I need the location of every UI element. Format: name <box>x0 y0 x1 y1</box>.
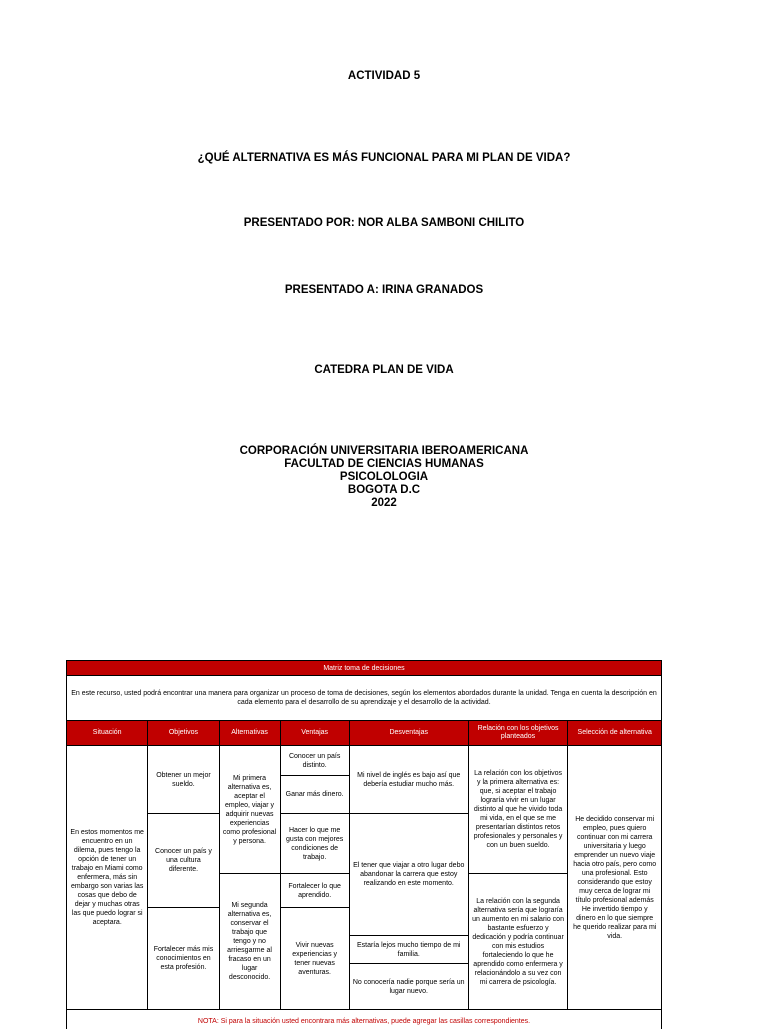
question-title: ¿QUÉ ALTERNATIVA ES MÁS FUNCIONAL PARA MI PLAN DE VIDA? <box>197 152 571 164</box>
objective-cell: Obtener un mejor sueldo. <box>148 746 219 814</box>
advantage-cell: Hacer lo que me gusta con mejores condiciones de trabajo. <box>280 814 349 874</box>
advantage-cell: Ganar más dinero. <box>280 776 349 814</box>
disadvantage-cell: Estaría lejos mucho tiempo de mi familia. <box>349 936 468 964</box>
institution-line: FACULTAD DE CIENCIAS HUMANAS <box>284 458 484 470</box>
disadvantage-cell: El tener que viajar a otro lugar debo abandonar la carrera que estoy realizando en este momento. <box>349 814 468 936</box>
relation-cell: La relación con la segunda alternativa sería que lograría un aumento en mi salario con bastante esfuerzo y dedicación y podría continuar con mis estudios fortaleciendo lo que he aprendido como enfermera y relacionándolo a su vez con mi carrera de psicología. <box>468 874 568 1010</box>
objective-cell: Fortalecer más mis conocimientos en esta profesión. <box>148 908 219 1010</box>
header-alternatives: Alternativas <box>219 721 280 746</box>
header-relation: Relación con los objetivos planteados <box>468 721 568 746</box>
objective-cell: Conocer un país y una cultura diferente. <box>148 814 219 908</box>
course-name: CATEDRA PLAN DE VIDA <box>314 364 454 376</box>
presented-by: PRESENTADO POR: NOR ALBA SAMBONI CHILITO <box>243 217 525 229</box>
institution-block <box>0 445 768 510</box>
alternative-cell: Mi segunda alternativa es, conservar el trabajo que tengo y no arriesgarme al fracaso en un lugar desconocido. <box>219 874 280 1010</box>
relation-cell: La relación con los objetivos y la primera alternativa es: que, si aceptar el trabajo lograría vivir en un lugar distinto al que he vivido toda mi vida, en el que se me presentarían distintos retos profesionales y personales y con un buen sueldo. <box>468 746 568 874</box>
situation-cell: En estos momentos me encuentro en un dilema, pues tengo la opción de tener un trabajo en Miami como enfermera, más sin embargo son varias las cosas que debo de dejar y muchas otras las que puedo lograr si aceptara. <box>67 746 148 1010</box>
header-objectives: Objetivos <box>148 721 219 746</box>
decision-matrix-table <box>66 660 662 1010</box>
header-selection: Selección de alternativa <box>568 721 662 746</box>
header-disadvantages: Desventajas <box>349 721 468 746</box>
institution-line: CORPORACIÓN UNIVERSITARIA IBEROAMERICANA <box>239 445 529 457</box>
presented-to: PRESENTADO A: IRINA GRANADOS <box>284 284 484 296</box>
header-advantages: Ventajas <box>280 721 349 746</box>
institution-line: 2022 <box>371 497 397 509</box>
matrix-note: NOTA: Si para la situación usted encontrara más alternativas, puede agregar las casillas correspondientes. <box>66 1009 662 1029</box>
activity-title: ACTIVIDAD 5 <box>347 70 421 82</box>
header-situation: Situación <box>67 721 148 746</box>
matrix-intro: En este recurso, usted podrá encontrar una manera para organizar un proceso de toma de decisiones, según los elementos abordados durante la unidad. Tenga en cuenta la descripción en cada elemento para el desarrollo de su aprendizaje y el desarrollo de la actividad. <box>67 676 662 721</box>
advantage-cell: Vivir nuevas experiencias y tener nuevas aventuras. <box>280 908 349 1010</box>
institution-line: BOGOTA D.C <box>347 484 421 496</box>
selection-cell: He decidido conservar mi empleo, pues quiero continuar con mi carrera universitaria y luego emprender un nuevo viaje hacia otro país, pero como una profesional. Esto considerando que estoy muy cerca de lograr mi título profesional además He invertido tiempo y dinero en lo que siempre he querido realizar para mi vida. <box>568 746 662 1010</box>
advantage-cell: Conocer un país distinto. <box>280 746 349 776</box>
institution-line: PSICOLOLOGIA <box>339 471 429 483</box>
disadvantage-cell: Mi nivel de inglés es bajo así que debería estudiar mucho más. <box>349 746 468 814</box>
matrix-title: Matriz toma de decisiones <box>67 661 662 676</box>
advantage-cell: Fortalecer lo que aprendido. <box>280 874 349 908</box>
alternative-cell: Mi primera alternativa es, aceptar el empleo, viajar y adquirir nuevas experiencias como profesional y persona. <box>219 746 280 874</box>
disadvantage-cell: No conocería nadie porque sería un lugar nuevo. <box>349 964 468 1010</box>
